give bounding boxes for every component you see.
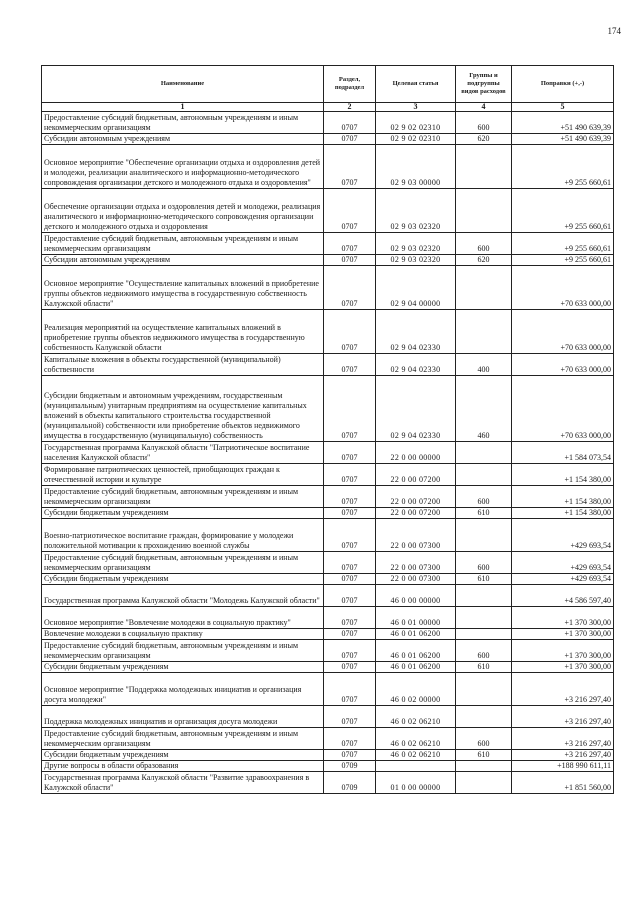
row-group bbox=[456, 464, 512, 486]
table-row bbox=[42, 464, 614, 486]
row-amount: +51 490 639,39 bbox=[512, 112, 614, 134]
budget-table bbox=[41, 65, 614, 794]
table-row bbox=[42, 607, 614, 629]
table-row bbox=[42, 728, 614, 750]
row-article: 22 0 00 07200 bbox=[376, 486, 456, 508]
table-row bbox=[42, 750, 614, 761]
row-name: Предоставление субсидий бюджетным, автономным учреждениям и иным некоммерческим организациям bbox=[42, 728, 324, 750]
row-section: 0709 bbox=[324, 772, 376, 794]
row-article: 46 0 01 06200 bbox=[376, 629, 456, 640]
row-section: 0707 bbox=[324, 376, 376, 442]
row-article: 46 0 01 06200 bbox=[376, 640, 456, 662]
row-article: 46 0 01 00000 bbox=[376, 607, 456, 629]
row-group: 610 bbox=[456, 508, 512, 519]
row-section: 0709 bbox=[324, 761, 376, 772]
row-name: Основное мероприятие "Осуществление капитальных вложений в приобретение группы объектов недвижимого имущества в государственную собственность Калужской области" bbox=[42, 266, 324, 310]
row-article: 22 0 00 07300 bbox=[376, 552, 456, 574]
row-article: 22 0 00 07200 bbox=[376, 508, 456, 519]
row-group: 610 bbox=[456, 662, 512, 673]
row-amount: +70 633 000,00 bbox=[512, 310, 614, 354]
row-group: 620 bbox=[456, 255, 512, 266]
column-number: 2 bbox=[324, 103, 376, 112]
row-group bbox=[456, 145, 512, 189]
table-row bbox=[42, 640, 614, 662]
row-name: Предоставление субсидий бюджетным, автономным учреждениям и иным некоммерческим организациям bbox=[42, 486, 324, 508]
row-amount: +1 370 300,00 bbox=[512, 607, 614, 629]
row-amount: +1 154 380,00 bbox=[512, 508, 614, 519]
row-group bbox=[456, 519, 512, 552]
row-name: Субсидии бюджетным учреждениям bbox=[42, 574, 324, 585]
row-article: 02 9 04 02330 bbox=[376, 310, 456, 354]
row-article: 02 9 04 02330 bbox=[376, 376, 456, 442]
header-name: Наименование bbox=[42, 66, 324, 103]
row-article: 46 0 02 06210 bbox=[376, 728, 456, 750]
header-article: Целевая статья bbox=[376, 66, 456, 103]
row-amount: +3 216 297,40 bbox=[512, 750, 614, 761]
column-number: 3 bbox=[376, 103, 456, 112]
row-group bbox=[456, 266, 512, 310]
row-amount: +70 633 000,00 bbox=[512, 354, 614, 376]
table-body bbox=[42, 112, 614, 794]
table-row bbox=[42, 486, 614, 508]
row-amount: +429 693,54 bbox=[512, 519, 614, 552]
page-number: 174 bbox=[607, 26, 621, 36]
row-amount: +4 586 597,40 bbox=[512, 585, 614, 607]
row-amount: +3 216 297,40 bbox=[512, 728, 614, 750]
row-group bbox=[456, 607, 512, 629]
table-row bbox=[42, 508, 614, 519]
column-number: 1 bbox=[42, 103, 324, 112]
row-name: Предоставление субсидий бюджетным, автономным учреждениям и иным некоммерческим организациям bbox=[42, 552, 324, 574]
row-amount: +1 370 300,00 bbox=[512, 662, 614, 673]
row-amount: +70 633 000,00 bbox=[512, 266, 614, 310]
row-article: 22 0 00 07200 bbox=[376, 464, 456, 486]
row-article: 02 9 04 00000 bbox=[376, 266, 456, 310]
row-section: 0707 bbox=[324, 728, 376, 750]
row-article: 46 0 02 00000 bbox=[376, 673, 456, 706]
row-group: 400 bbox=[456, 354, 512, 376]
row-article: 22 0 00 00000 bbox=[376, 442, 456, 464]
row-amount: +1 154 380,00 bbox=[512, 464, 614, 486]
row-section: 0707 bbox=[324, 233, 376, 255]
row-article: 46 0 02 06210 bbox=[376, 750, 456, 761]
row-section: 0707 bbox=[324, 508, 376, 519]
row-article: 02 9 03 00000 bbox=[376, 145, 456, 189]
row-section: 0707 bbox=[324, 585, 376, 607]
row-name: Военно-патриотическое воспитание граждан, формирование у молодежи положительной мотивации к прохождению военной службы bbox=[42, 519, 324, 552]
row-amount: +429 693,54 bbox=[512, 574, 614, 585]
row-name: Вовлечение молодежи в социальную практику bbox=[42, 629, 324, 640]
row-name: Субсидии бюджетным учреждениям bbox=[42, 750, 324, 761]
row-group bbox=[456, 310, 512, 354]
row-article: 02 9 02 02310 bbox=[376, 112, 456, 134]
row-amount: +51 490 639,39 bbox=[512, 134, 614, 145]
row-amount: +9 255 660,61 bbox=[512, 255, 614, 266]
table-row bbox=[42, 673, 614, 706]
table-row bbox=[42, 112, 614, 134]
row-section: 0707 bbox=[324, 629, 376, 640]
row-group: 600 bbox=[456, 112, 512, 134]
row-amount: +3 216 297,40 bbox=[512, 673, 614, 706]
row-group: 600 bbox=[456, 640, 512, 662]
row-section: 0707 bbox=[324, 266, 376, 310]
row-article: 01 0 00 00000 bbox=[376, 772, 456, 794]
row-article: 02 9 04 02330 bbox=[376, 354, 456, 376]
row-section: 0707 bbox=[324, 112, 376, 134]
row-name: Предоставление субсидий бюджетным, автономным учреждениям и иным некоммерческим организациям bbox=[42, 233, 324, 255]
row-amount: +1 584 073,54 bbox=[512, 442, 614, 464]
row-group bbox=[456, 189, 512, 233]
header-group: Группы и подгруппы видов расходов bbox=[456, 66, 512, 103]
table-row bbox=[42, 442, 614, 464]
row-article: 46 0 00 00000 bbox=[376, 585, 456, 607]
table-row bbox=[42, 662, 614, 673]
row-section: 0707 bbox=[324, 673, 376, 706]
table-row bbox=[42, 574, 614, 585]
row-group bbox=[456, 442, 512, 464]
table-row bbox=[42, 266, 614, 310]
row-section: 0707 bbox=[324, 354, 376, 376]
row-group: 620 bbox=[456, 134, 512, 145]
row-section: 0707 bbox=[324, 464, 376, 486]
row-name: Капитальные вложения в объекты государственной (муниципальной) собственности bbox=[42, 354, 324, 376]
table-row bbox=[42, 255, 614, 266]
table-row bbox=[42, 519, 614, 552]
row-name: Субсидии бюджетным учреждениям bbox=[42, 662, 324, 673]
row-group bbox=[456, 629, 512, 640]
row-name: Предоставление субсидий бюджетным, автономным учреждениям и иным некоммерческим организациям bbox=[42, 640, 324, 662]
row-section: 0707 bbox=[324, 574, 376, 585]
row-name: Государственная программа Калужской области "Развитие здравоохранения в Калужской области" bbox=[42, 772, 324, 794]
row-amount: +9 255 660,61 bbox=[512, 189, 614, 233]
row-name: Субсидии бюджетным учреждениям bbox=[42, 508, 324, 519]
table-row bbox=[42, 310, 614, 354]
header-section: Раздел, подраздел bbox=[324, 66, 376, 103]
row-amount: +429 693,54 bbox=[512, 552, 614, 574]
row-name: Реализация мероприятий на осуществление капитальных вложений в приобретение группы объектов недвижимого имущества в государственную собственность Калужской области bbox=[42, 310, 324, 354]
table-row bbox=[42, 629, 614, 640]
row-amount: +70 633 000,00 bbox=[512, 376, 614, 442]
row-name: Государственная программа Калужской области "Молодежь Калужской области" bbox=[42, 585, 324, 607]
table-row bbox=[42, 772, 614, 794]
row-amount: +1 370 300,00 bbox=[512, 640, 614, 662]
row-section: 0707 bbox=[324, 134, 376, 145]
row-name: Предоставление субсидий бюджетным, автономным учреждениям и иным некоммерческим организациям bbox=[42, 112, 324, 134]
row-article: 46 0 02 06210 bbox=[376, 706, 456, 728]
row-amount: +1 370 300,00 bbox=[512, 629, 614, 640]
row-section: 0707 bbox=[324, 486, 376, 508]
row-section: 0707 bbox=[324, 662, 376, 673]
table-row bbox=[42, 706, 614, 728]
row-section: 0707 bbox=[324, 145, 376, 189]
row-amount: +1 154 380,00 bbox=[512, 486, 614, 508]
row-article: 02 9 03 02320 bbox=[376, 189, 456, 233]
row-group bbox=[456, 673, 512, 706]
row-group bbox=[456, 772, 512, 794]
row-name: Субсидии бюджетным и автономным учреждениям, государственным (муниципальным) унитарным предприятиям на осуществление капитальных вложений в объекты капитального строительства государственной (муниципальной) собственности или приобретение объектов недвижимого имущества в государственную (муниципальную) собственность bbox=[42, 376, 324, 442]
column-number: 5 bbox=[512, 103, 614, 112]
row-group: 610 bbox=[456, 574, 512, 585]
row-section: 0707 bbox=[324, 640, 376, 662]
row-name: Обеспечение организации отдыха и оздоровления детей и молодежи, реализация аналитического и информационно-методического сопровождения организации детского и молодежного отдыха и оздоровления bbox=[42, 189, 324, 233]
row-group: 600 bbox=[456, 486, 512, 508]
table-row bbox=[42, 134, 614, 145]
row-name: Государственная программа Калужской области "Патриотическое воспитание населения Калужской области" bbox=[42, 442, 324, 464]
row-name: Субсидии автономным учреждениям bbox=[42, 255, 324, 266]
row-group bbox=[456, 585, 512, 607]
row-name: Субсидии автономным учреждениям bbox=[42, 134, 324, 145]
row-name: Формирование патриотических ценностей, приобщающих граждан к отечественной истории и культуре bbox=[42, 464, 324, 486]
row-group: 600 bbox=[456, 233, 512, 255]
row-section: 0707 bbox=[324, 442, 376, 464]
table-row bbox=[42, 189, 614, 233]
row-name: Другие вопросы в области образования bbox=[42, 761, 324, 772]
row-article: 22 0 00 07300 bbox=[376, 519, 456, 552]
row-amount: +9 255 660,61 bbox=[512, 233, 614, 255]
row-section: 0707 bbox=[324, 706, 376, 728]
row-article: 02 9 03 02320 bbox=[376, 255, 456, 266]
row-group bbox=[456, 706, 512, 728]
row-article: 02 9 02 02310 bbox=[376, 134, 456, 145]
row-name: Основное мероприятие "Обеспечение организации отдыха и оздоровления детей и молодежи, реализации аналитического и информационно-методического сопровождения организации детского и молодежного отдыха и оздоровления" bbox=[42, 145, 324, 189]
row-name: Поддержка молодежных инициатив и организация досуга молодежи bbox=[42, 706, 324, 728]
row-amount: +3 216 297,40 bbox=[512, 706, 614, 728]
row-section: 0707 bbox=[324, 519, 376, 552]
row-section: 0707 bbox=[324, 255, 376, 266]
header-amount: Поправки (+,-) bbox=[512, 66, 614, 103]
table-header-row bbox=[42, 66, 614, 103]
row-group: 600 bbox=[456, 728, 512, 750]
row-article: 46 0 01 06200 bbox=[376, 662, 456, 673]
row-amount: +9 255 660,61 bbox=[512, 145, 614, 189]
row-name: Основное мероприятие "Поддержка молодежных инициатив и организация досуга молодежи" bbox=[42, 673, 324, 706]
row-group: 600 bbox=[456, 552, 512, 574]
row-article bbox=[376, 761, 456, 772]
table-row bbox=[42, 233, 614, 255]
column-number-row bbox=[42, 103, 614, 112]
row-name: Основное мероприятие "Вовлечение молодежи в социальную практику" bbox=[42, 607, 324, 629]
table-row bbox=[42, 145, 614, 189]
column-number: 4 bbox=[456, 103, 512, 112]
row-amount: +188 990 611,11 bbox=[512, 761, 614, 772]
table-row bbox=[42, 761, 614, 772]
row-section: 0707 bbox=[324, 750, 376, 761]
table-row bbox=[42, 552, 614, 574]
row-section: 0707 bbox=[324, 552, 376, 574]
row-group: 460 bbox=[456, 376, 512, 442]
row-article: 02 9 03 02320 bbox=[376, 233, 456, 255]
row-group: 610 bbox=[456, 750, 512, 761]
row-section: 0707 bbox=[324, 607, 376, 629]
row-article: 22 0 00 07300 bbox=[376, 574, 456, 585]
row-section: 0707 bbox=[324, 189, 376, 233]
row-group bbox=[456, 761, 512, 772]
table-row bbox=[42, 354, 614, 376]
row-section: 0707 bbox=[324, 310, 376, 354]
table-row bbox=[42, 585, 614, 607]
table-row bbox=[42, 376, 614, 442]
row-amount: +1 851 560,00 bbox=[512, 772, 614, 794]
